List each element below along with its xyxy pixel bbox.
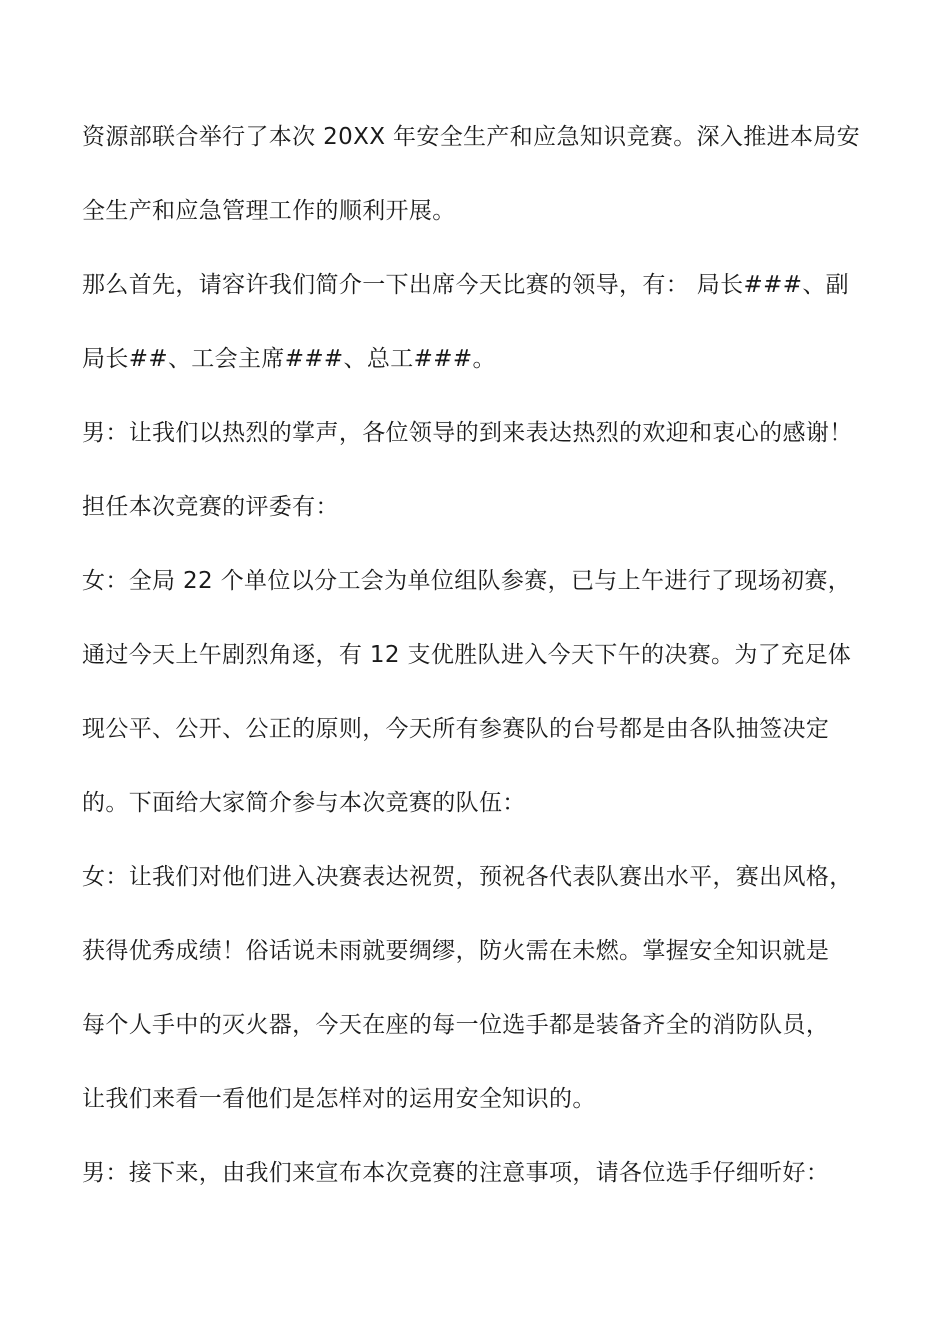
text-line: 局长##、工会主席###、总工###。	[82, 346, 496, 372]
text-line: 每个人手中的灭火器，今天在座的每一位选手都是装备齐全的消防队员，	[82, 1012, 830, 1038]
text-line: 女：全局 22 个单位以分工会为单位组队参赛，已与上午进行了现场初赛，	[82, 568, 852, 594]
text-line: 那么首先，请容许我们简介一下出席今天比赛的领导，有： 局长###、副	[82, 272, 850, 298]
text-line: 男：让我们以热烈的掌声，各位领导的到来表达热烈的欢迎和衷心的感谢！	[82, 420, 853, 446]
text-line: 资源部联合举行了本次 20XX 年安全生产和应急知识竞赛。深入推进本局安	[82, 124, 861, 150]
text-line: 现公平、公开、公正的原则，今天所有参赛队的台号都是由各队抽签决定	[82, 716, 830, 742]
text-line: 男：接下来，由我们来宣布本次竞赛的注意事项，请各位选手仔细听好：	[82, 1160, 830, 1186]
text-line: 担任本次竞赛的评委有：	[82, 494, 339, 520]
text-line: 通过今天上午剧烈角逐，有 12 支优胜队进入今天下午的决赛。为了充足体	[82, 642, 852, 668]
text-line: 获得优秀成绩！俗话说未雨就要绸缪，防火需在未燃。掌握安全知识就是	[82, 938, 830, 964]
text-line: 女：让我们对他们进入决赛表达祝贺，预祝各代表队赛出水平，赛出风格，	[82, 864, 853, 890]
text-line: 的。下面给大家简介参与本次竞赛的队伍：	[82, 790, 526, 816]
text-line: 让我们来看一看他们是怎样对的运用安全知识的。	[82, 1086, 596, 1112]
text-line: 全生产和应急管理工作的顺利开展。	[82, 198, 456, 224]
